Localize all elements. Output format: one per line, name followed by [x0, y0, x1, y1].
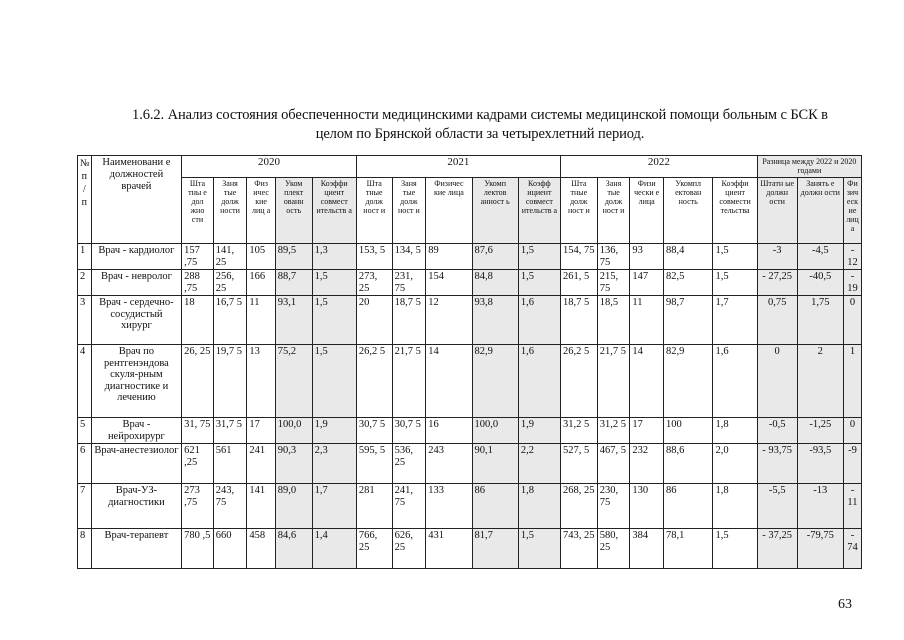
subheader-cell: Занять е должн ости	[797, 178, 843, 244]
subheader-cell: Заня тые долж ност и	[597, 178, 630, 244]
row-number: 3	[78, 296, 92, 345]
subheader-cell: Коэффи циент совмести тельства	[713, 178, 757, 244]
table-cell: 89,5	[275, 244, 312, 270]
table-cell: 90,1	[472, 444, 518, 484]
table-cell: 1,7	[713, 296, 757, 345]
position-name: Врач-терапевт	[91, 529, 181, 569]
table-cell: -5,5	[757, 484, 797, 529]
table-cell: -93,5	[797, 444, 843, 484]
subheader-cell: Шта тные долж ност и	[560, 178, 597, 244]
table-cell: - 27,25	[757, 270, 797, 296]
table-cell: 21,7 5	[392, 345, 426, 418]
table-cell: 26, 25	[182, 345, 214, 418]
table-cell: 30,7 5	[356, 418, 392, 444]
table-cell: 527, 5	[560, 444, 597, 484]
subheader-cell: Шта тные долж ност и	[356, 178, 392, 244]
table-cell: 89,0	[275, 484, 312, 529]
page-number: 63	[838, 597, 852, 612]
table-cell: 18,7 5	[392, 296, 426, 345]
table-cell: 31,2 5	[597, 418, 630, 444]
table-cell: 31, 75	[182, 418, 214, 444]
table-cell: 86	[664, 484, 713, 529]
table-cell: 157 ,75	[182, 244, 214, 270]
table-cell: 2,2	[518, 444, 560, 484]
table-row	[78, 484, 862, 529]
position-name: Врач-УЗ-диагностики	[91, 484, 181, 529]
table-cell: 16	[426, 418, 472, 444]
table-cell: 89	[426, 244, 472, 270]
table-cell: 31,2 5	[560, 418, 597, 444]
table-cell: 105	[247, 244, 275, 270]
table-cell: 1	[843, 345, 861, 418]
table-cell: 281	[356, 484, 392, 529]
table-cell: 261, 5	[560, 270, 597, 296]
row-number: 7	[78, 484, 92, 529]
table-cell: - 11	[843, 484, 861, 529]
table-cell: 14	[630, 345, 664, 418]
subheader-cell: Шта тны е дол жно сти	[182, 178, 214, 244]
table-cell: 134, 5	[392, 244, 426, 270]
row-number: 2	[78, 270, 92, 296]
table-cell: 1,5	[713, 270, 757, 296]
table-cell: 82,5	[664, 270, 713, 296]
table-cell: 0	[757, 345, 797, 418]
table-cell: 20	[356, 296, 392, 345]
header-year-2021: 2021	[356, 156, 560, 178]
subheader-cell: Коэффи циент совмест ительств а	[312, 178, 356, 244]
table-cell: 1,6	[518, 345, 560, 418]
table-cell: 11	[247, 296, 275, 345]
header-position-name: Наименовани е должностей врачей	[91, 156, 181, 244]
position-name: Врач-анестезиолог	[91, 444, 181, 484]
table-cell: 84,6	[275, 529, 312, 569]
table-cell: 431	[426, 529, 472, 569]
table-row	[78, 444, 862, 484]
subheader-cell: Заня тые долж ност и	[392, 178, 426, 244]
table-cell: 243	[426, 444, 472, 484]
table-cell: 1,8	[713, 484, 757, 529]
table-cell: 1,6	[518, 296, 560, 345]
table-cell: 458	[247, 529, 275, 569]
table-cell: 166	[247, 270, 275, 296]
table-cell: 13	[247, 345, 275, 418]
table-cell: 75,2	[275, 345, 312, 418]
position-name: Врач - невролог	[91, 270, 181, 296]
table-cell: 595, 5	[356, 444, 392, 484]
table-cell: 100,0	[275, 418, 312, 444]
table-cell: 660	[213, 529, 247, 569]
table-cell: 1,5	[518, 244, 560, 270]
table-cell: 2	[797, 345, 843, 418]
table-cell: 93,1	[275, 296, 312, 345]
table-cell: 17	[630, 418, 664, 444]
table-cell: 1,5	[518, 529, 560, 569]
header-year-2022: 2022	[560, 156, 757, 178]
table-cell: 743, 25	[560, 529, 597, 569]
table-cell: 1,9	[312, 418, 356, 444]
table-cell: 1,5	[312, 345, 356, 418]
table-cell: 90,3	[275, 444, 312, 484]
table-cell: 100	[664, 418, 713, 444]
table-cell: 82,9	[472, 345, 518, 418]
table-cell: 130	[630, 484, 664, 529]
table-cell: 1,8	[518, 484, 560, 529]
table-cell: 1,5	[713, 529, 757, 569]
table-row	[78, 529, 862, 569]
table-cell: 93,8	[472, 296, 518, 345]
table-cell: 536, 25	[392, 444, 426, 484]
table-cell: 256, 25	[213, 270, 247, 296]
heading-line-2: целом по Брянской области за четырехлетний период.	[315, 126, 645, 142]
table-cell: 1,4	[312, 529, 356, 569]
table-cell: 1,8	[713, 418, 757, 444]
table-cell: 26,2 5	[356, 345, 392, 418]
table-cell: 232	[630, 444, 664, 484]
table-cell: 18	[182, 296, 214, 345]
table-cell: 2,0	[713, 444, 757, 484]
subheader-cell: Укомп лектов анност ь	[472, 178, 518, 244]
subheader-cell: Укомпл ектован ность	[664, 178, 713, 244]
table-cell: 30,7 5	[392, 418, 426, 444]
section-heading	[100, 106, 860, 144]
table-cell: -0,5	[757, 418, 797, 444]
table-cell: -4,5	[797, 244, 843, 270]
subheader-cell: Фи зич еск ие лиц а	[843, 178, 861, 244]
table-cell: 16,7 5	[213, 296, 247, 345]
table-cell: - 93,75	[757, 444, 797, 484]
table-cell: 241, 75	[392, 484, 426, 529]
position-name: Врач по рентгенэндова скуля-рным диагностике и лечению	[91, 345, 181, 418]
table-cell: 11	[630, 296, 664, 345]
table-cell: 141	[247, 484, 275, 529]
table-cell: 88,4	[664, 244, 713, 270]
table-cell: -1,25	[797, 418, 843, 444]
table-cell: - 74	[843, 529, 861, 569]
table-cell: 136, 75	[597, 244, 630, 270]
table-cell: 19,7 5	[213, 345, 247, 418]
table-cell: 231, 75	[392, 270, 426, 296]
position-name: Врач - кардиолог	[91, 244, 181, 270]
table-cell: -3	[757, 244, 797, 270]
table-cell: 1,3	[312, 244, 356, 270]
table-cell: 88,6	[664, 444, 713, 484]
subheader-cell: Уком плект ованн ость	[275, 178, 312, 244]
table-cell: 241	[247, 444, 275, 484]
table-cell: 18,7 5	[560, 296, 597, 345]
table-cell: 147	[630, 270, 664, 296]
row-number: 5	[78, 418, 92, 444]
table-cell: 21,7 5	[597, 345, 630, 418]
table-cell: 12	[426, 296, 472, 345]
table-body	[78, 244, 862, 569]
table-cell: 154, 75	[560, 244, 597, 270]
table-cell: 1,5	[518, 270, 560, 296]
table-cell: 87,6	[472, 244, 518, 270]
subheader-cell: Заня тые долж ности	[213, 178, 247, 244]
table-cell: 268, 25	[560, 484, 597, 529]
table-cell: 84,8	[472, 270, 518, 296]
table-cell: -13	[797, 484, 843, 529]
table-row	[78, 244, 862, 270]
row-number: 4	[78, 345, 92, 418]
table-cell: 1,5	[312, 296, 356, 345]
table-cell: 98,7	[664, 296, 713, 345]
subheader-cell: Физичес кие лица	[426, 178, 472, 244]
table-cell: 133	[426, 484, 472, 529]
table-cell: 1,5	[312, 270, 356, 296]
table-cell: 100,0	[472, 418, 518, 444]
table-cell: 17	[247, 418, 275, 444]
table-cell: 1,75	[797, 296, 843, 345]
table-cell: 78,1	[664, 529, 713, 569]
table-cell: 273, 25	[356, 270, 392, 296]
table-row	[78, 270, 862, 296]
table-cell: 141, 25	[213, 244, 247, 270]
subheader-cell: Штатн ые должн ости	[757, 178, 797, 244]
table-cell: 31,7 5	[213, 418, 247, 444]
table-cell: 0,75	[757, 296, 797, 345]
position-name: Врач - нейрохирург	[91, 418, 181, 444]
table-row	[78, 418, 862, 444]
table-cell: 243, 75	[213, 484, 247, 529]
table-cell: 0	[843, 418, 861, 444]
position-name: Врач - сердечно-сосудистый хирург	[91, 296, 181, 345]
heading-line-1: 1.6.2. Анализ состояния обеспеченности медицинскими кадрами системы медицинской помощи больным с БСК в	[132, 107, 828, 123]
table-cell: 154	[426, 270, 472, 296]
table-cell: 88,7	[275, 270, 312, 296]
table-cell: 273 ,75	[182, 484, 214, 529]
table-cell: 26,2 5	[560, 345, 597, 418]
subheader-cell: Физи чески е лица	[630, 178, 664, 244]
subheader-row	[78, 178, 862, 244]
table-cell: - 19	[843, 270, 861, 296]
table-cell: 93	[630, 244, 664, 270]
table-cell: 0	[843, 296, 861, 345]
table-row	[78, 345, 862, 418]
table-cell: 153, 5	[356, 244, 392, 270]
table-cell: 288 ,75	[182, 270, 214, 296]
table-cell: 1,5	[713, 244, 757, 270]
header-number: № п / п	[78, 156, 92, 244]
row-number: 8	[78, 529, 92, 569]
header-difference: Разница между 2022 и 2020 годами	[757, 156, 861, 178]
table-cell: 561	[213, 444, 247, 484]
table-cell: 1,9	[518, 418, 560, 444]
table-row	[78, 296, 862, 345]
table-cell: 621 ,25	[182, 444, 214, 484]
table-cell: -40,5	[797, 270, 843, 296]
table-cell: 86	[472, 484, 518, 529]
table-cell: 18,5	[597, 296, 630, 345]
table-cell: 766, 25	[356, 529, 392, 569]
table-cell: - 12	[843, 244, 861, 270]
row-number: 6	[78, 444, 92, 484]
table-cell: -79,75	[797, 529, 843, 569]
subheader-cell: Коэфф ициент совмест ительств а	[518, 178, 560, 244]
table-cell: 2,3	[312, 444, 356, 484]
table-cell: 1,6	[713, 345, 757, 418]
row-number: 1	[78, 244, 92, 270]
table-cell: 1,7	[312, 484, 356, 529]
table-cell: 14	[426, 345, 472, 418]
table-cell: 230, 75	[597, 484, 630, 529]
subheader-cell: Физ ичес кие лиц а	[247, 178, 275, 244]
staffing-table	[77, 155, 862, 569]
table-cell: 780 ,5	[182, 529, 214, 569]
table-cell: 626, 25	[392, 529, 426, 569]
table-cell: - 37,25	[757, 529, 797, 569]
table-cell: 580, 25	[597, 529, 630, 569]
table-cell: 82,9	[664, 345, 713, 418]
table-cell: 81,7	[472, 529, 518, 569]
table-cell: 215, 75	[597, 270, 630, 296]
table-cell: 467, 5	[597, 444, 630, 484]
table-cell: -9	[843, 444, 861, 484]
table-cell: 384	[630, 529, 664, 569]
header-year-2020: 2020	[182, 156, 357, 178]
